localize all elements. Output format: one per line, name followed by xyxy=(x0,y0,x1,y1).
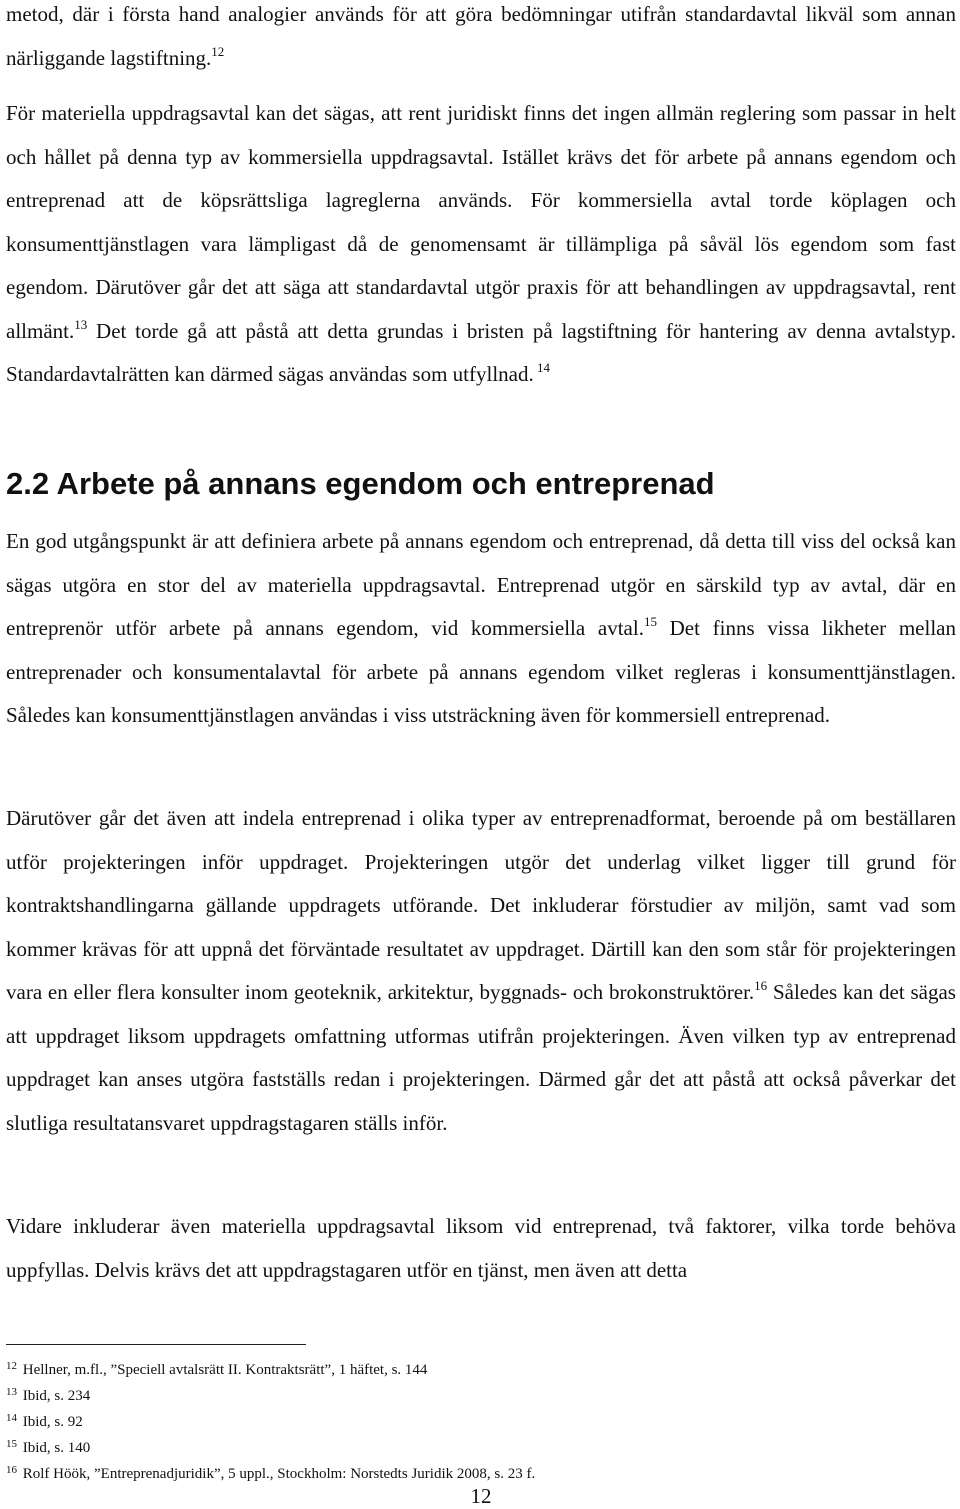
footnote-number: 15 xyxy=(6,1438,17,1450)
footnote-text: Rolf Höök, ”Entreprenadjuridik”, 5 uppl., Stockholm: Norstedts Juridik 2008, s. 23 f. xyxy=(22,1466,536,1482)
paragraph-text: Det torde gå att påstå att detta grundas i bristen på lagstiftning för hantering av denna avtalstyp. Standardavtalrätten kan därmed sägas användas som utfyllnad. xyxy=(6,318,956,386)
paragraph xyxy=(6,0,956,80)
footnote-reference: 16 xyxy=(754,978,768,993)
footnote-reference: 14 xyxy=(533,360,550,375)
footnote-reference: 12 xyxy=(211,43,225,59)
paragraph-text: För materiella uppdragsavtal kan det sägas, att rent juridiskt finns det ingen allmän reglering som passar in helt och hållet på denna typ av kommersiella uppdragsavtal. Istället krävs det för arbete på annans egendom och entreprenad att de köpsrättsliga lagreglerna används. För kommersiella avtal torde köplagen och konsumenttjänstlagen vara lämpligast då de genomensamt är tillämpliga på såväl lös egendom som fast egendom. Därutöver går det att säga att standardavtal utgör praxis för att behandlingen av uppdragsavtal, rent allmänt. xyxy=(6,101,956,343)
page-number: 12 xyxy=(470,1484,492,1508)
paragraph xyxy=(6,797,956,1145)
paragraph-text: Vidare inkluderar även materiella uppdragsavtal liksom vid entreprenad, två faktorer, vilka torde behöva uppfyllas. Delvis krävs det att uppdragstagaren utför en tjänst, men även att detta xyxy=(6,1214,956,1282)
footnote-list xyxy=(6,1355,956,1485)
footnote-text: Ibid, s. 92 xyxy=(22,1414,83,1430)
footnote xyxy=(6,1459,956,1485)
paragraph-text: metod, där i första hand analogier används för att göra bedömningar utifrån standardavtal likväl som annan närliggande lagstiftning. xyxy=(6,2,956,70)
paragraph-text: Således kan det sägas att uppdraget liksom uppdragets omfattning utformas utifrån projekteringen. Även vilken typ av entreprenad uppdraget kan anses utgöra fastställs redan i projekteringen. Därmed går det att påstå att också påverkar det slutliga resultatansvaret uppdragstagaren ställs inför. xyxy=(6,980,956,1135)
section-heading: 2.2 Arbete på annans egendom och entreprenad xyxy=(6,466,715,501)
footnote xyxy=(6,1433,956,1459)
footnote-text: Hellner, m.fl., ”Speciell avtalsrätt II. Kontraktsrätt”, 1 häftet, s. 144 xyxy=(22,1362,428,1378)
footnote xyxy=(6,1355,956,1381)
footnote-reference: 15 xyxy=(643,614,657,629)
paragraph-text: Därutöver går det även att indela entreprenad i olika typer av entreprenadformat, beroende på om beställaren utför projekteringen inför uppdraget. Projekteringen utgör det underlag vilket ligger till grund för kontraktshandlingarna gällande uppdragets utförande. Det inkluderar förstudier av miljön, samt vad som kommer krävas för att uppnå det förväntade resultatet av uppdraget. Därtill kan den som står för projekteringen vara en eller flera konsulter inom geoteknik, arkitektur, byggnads- och brokonstruktörer. xyxy=(6,806,956,1004)
footnote xyxy=(6,1381,956,1407)
paragraph xyxy=(6,1205,956,1292)
paragraph xyxy=(6,520,956,738)
footnote-text: Ibid, s. 140 xyxy=(22,1440,91,1456)
footnote-text: Ibid, s. 234 xyxy=(22,1388,91,1404)
paragraph-text: Det finns vissa likheter mellan entreprenader och konsumentalavtal för arbete på annans egendom vilket regleras i konsumenttjänstlagen. Således kan konsumenttjänstlagen användas i viss utsträckning även för kommersiell entreprenad. xyxy=(6,616,956,727)
footnote-reference: 13 xyxy=(74,316,88,332)
footnote xyxy=(6,1407,956,1433)
footnote-number: 12 xyxy=(6,1360,17,1372)
footnote-number: 16 xyxy=(6,1464,17,1476)
paragraph-text: En god utgångspunkt är att definiera arbete på annans egendom och entreprenad, då detta till viss del också kan sägas utgöra en stor del av materiella uppdragsavtal. Entreprenad utgör en särskild typ av avtal, där en entreprenör utför arbete på annans egendom, vid kommersiella avtal. xyxy=(6,529,956,640)
footnote-number: 14 xyxy=(6,1412,17,1424)
footnote-divider xyxy=(6,1344,306,1345)
footnote-number: 13 xyxy=(6,1386,17,1398)
paragraph xyxy=(6,92,956,397)
